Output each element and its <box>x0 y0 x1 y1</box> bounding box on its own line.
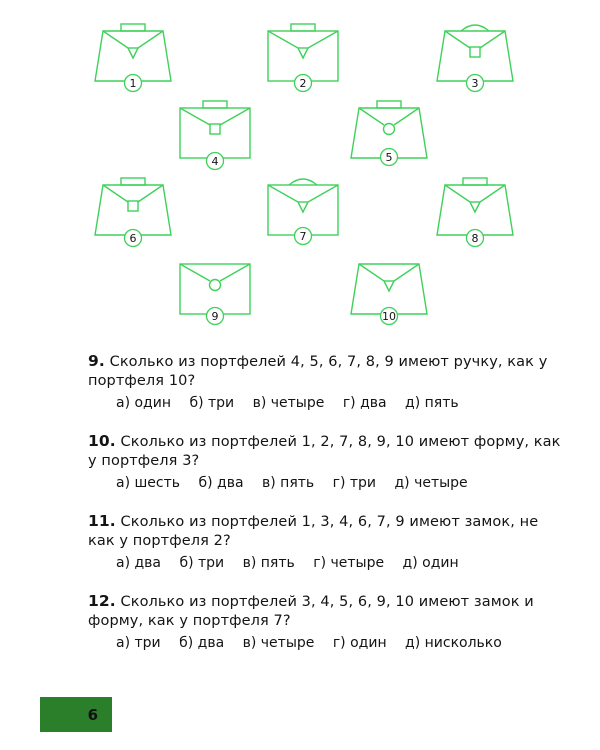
handle <box>203 101 227 108</box>
handle <box>461 25 489 31</box>
bag-flap <box>445 31 505 48</box>
answer-options <box>88 634 568 653</box>
bag-flap <box>268 185 338 212</box>
answer-d: г) три <box>332 475 377 491</box>
bag-number-4 <box>207 153 224 170</box>
briefcase-2 <box>268 24 338 81</box>
number-label: 7 <box>299 230 307 243</box>
answer-options <box>88 554 568 573</box>
briefcase-1 <box>95 24 171 81</box>
question-12 <box>88 592 568 653</box>
bag-body <box>180 264 250 314</box>
bag-flap <box>359 108 419 125</box>
bag-body <box>437 31 513 81</box>
answer-c: в) пять <box>242 555 295 571</box>
bag-number-6 <box>125 230 142 247</box>
handle <box>121 178 145 185</box>
answer-options <box>88 394 568 413</box>
question-text <box>88 432 568 471</box>
question-11 <box>88 512 568 573</box>
lock-square <box>470 47 480 57</box>
answer-b: б) три <box>189 395 235 411</box>
page-number: 6 <box>87 705 98 724</box>
bag-number-10 <box>381 308 398 325</box>
number-label: 2 <box>299 77 307 90</box>
question-body: Сколько из портфелей 1, 2, 7, 8, 9, 10 имеют форму, как у портфеля 3? <box>88 434 561 469</box>
bag-body <box>95 31 171 81</box>
lock-square <box>210 124 220 134</box>
question-body: Сколько из портфелей 4, 5, 6, 7, 8, 9 имеют ручку, как у портфеля 10? <box>88 354 548 389</box>
answer-a: а) один <box>116 395 171 411</box>
answer-b: б) два <box>198 475 244 491</box>
number-label: 8 <box>471 232 479 245</box>
number-label: 9 <box>211 310 219 323</box>
answer-d: г) один <box>332 635 387 651</box>
handle <box>463 178 487 185</box>
bag-flap <box>445 185 505 212</box>
number-label: 3 <box>471 77 479 90</box>
question-number: 11. <box>88 512 116 530</box>
number-label: 4 <box>211 155 219 168</box>
bag-number-3 <box>467 75 484 92</box>
question-number: 12. <box>88 592 116 610</box>
answer-e: д) один <box>402 555 459 571</box>
question-number: 10. <box>88 432 116 450</box>
answer-options <box>88 474 568 493</box>
answer-d: г) четыре <box>313 555 385 571</box>
question-10 <box>88 432 568 493</box>
answer-a: а) три <box>116 635 161 651</box>
number-label: 5 <box>385 151 393 164</box>
bag-body <box>268 31 338 81</box>
answer-c: в) четыре <box>252 395 325 411</box>
lock-square <box>128 201 138 211</box>
questions-list <box>88 352 568 672</box>
briefcase-7 <box>268 179 338 235</box>
bag-body <box>95 185 171 235</box>
bag-number-7 <box>295 228 312 245</box>
answer-c: в) пять <box>262 475 315 491</box>
question-body: Сколько из портфелей 1, 3, 4, 6, 7, 9 имеют замок, не как у портфеля 2? <box>88 514 539 549</box>
number-label: 10 <box>382 310 396 323</box>
briefcase-8 <box>437 178 513 235</box>
question-9 <box>88 352 568 413</box>
briefcase-4 <box>180 101 250 158</box>
bag-flap <box>103 31 163 58</box>
question-text <box>88 512 568 551</box>
bag-number-8 <box>467 230 484 247</box>
bag-flap <box>103 185 163 202</box>
lock-circle <box>384 124 395 135</box>
answer-e: д) четыре <box>394 475 468 491</box>
answer-e: д) пять <box>405 395 459 411</box>
page-number-box <box>40 697 112 732</box>
answer-a: а) шесть <box>116 475 181 491</box>
bag-number-2 <box>295 75 312 92</box>
briefcase-6 <box>95 178 171 235</box>
answer-a: а) два <box>116 555 162 571</box>
bag-flap <box>180 264 250 281</box>
bag-body <box>180 108 250 158</box>
bag-flap <box>359 264 419 291</box>
handle <box>291 24 315 31</box>
handle <box>121 24 145 31</box>
answer-e: д) нисколько <box>405 635 502 651</box>
lock-circle <box>210 280 221 291</box>
handle <box>377 101 401 108</box>
answer-d: г) два <box>342 395 387 411</box>
answer-c: в) четыре <box>242 635 315 651</box>
briefcase-3 <box>437 25 513 81</box>
bag-flap <box>268 31 338 58</box>
bag-body <box>351 264 427 314</box>
briefcase-9 <box>180 264 250 314</box>
bag-flap <box>180 108 250 125</box>
bag-body <box>437 185 513 235</box>
bag-number-1 <box>125 75 142 92</box>
answer-b: б) три <box>179 555 225 571</box>
number-label: 6 <box>129 232 137 245</box>
question-text <box>88 592 568 631</box>
bag-number-5 <box>381 149 398 166</box>
question-text <box>88 352 568 391</box>
bag-number-9 <box>207 308 224 325</box>
number-label: 1 <box>129 77 137 90</box>
question-number: 9. <box>88 352 105 370</box>
briefcase-10 <box>351 264 427 314</box>
briefcase-figures <box>0 0 600 340</box>
answer-b: б) два <box>179 635 225 651</box>
handle <box>289 179 317 185</box>
question-body: Сколько из портфелей 3, 4, 5, 6, 9, 10 имеют замок и форму, как у портфеля 7? <box>88 594 534 629</box>
